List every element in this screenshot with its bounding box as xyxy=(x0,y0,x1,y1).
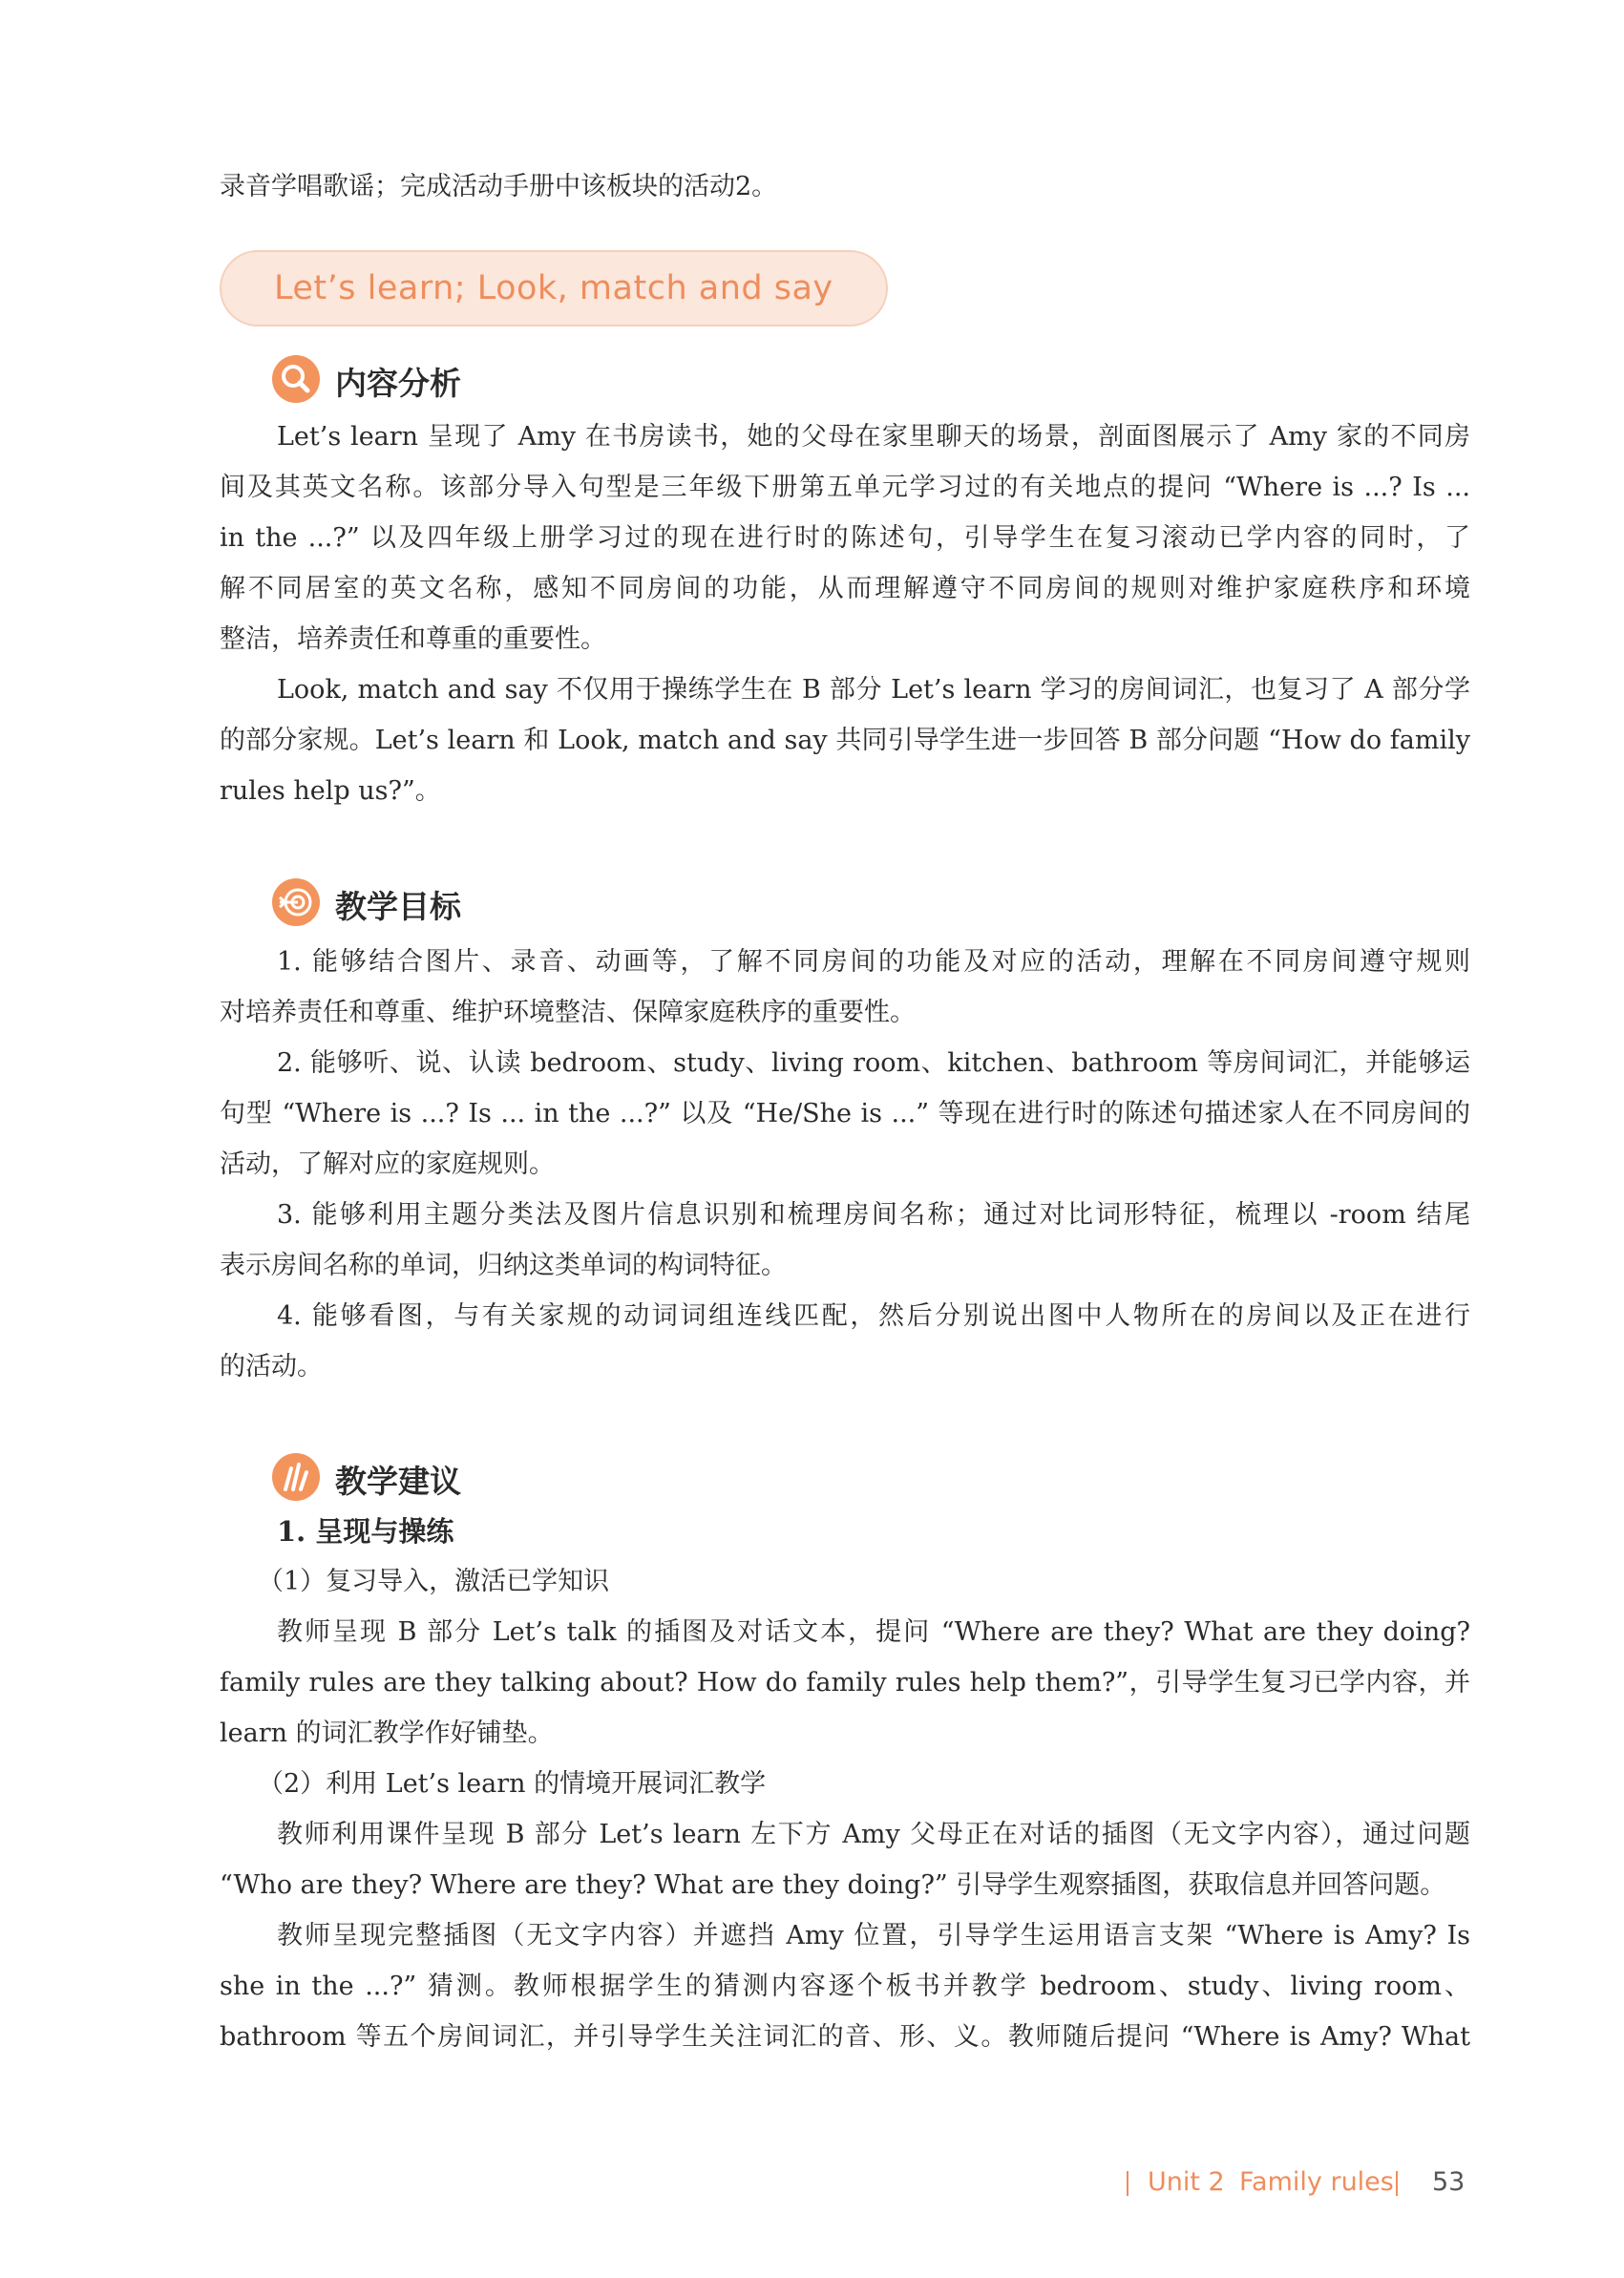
paragraph-line: in the ...?” 以及四年级上册学习过的现在进行时的陈述句，引导学生在复习滚动已学内容的同时，了 xyxy=(220,523,1470,553)
paragraph-line: 间及其英文名称。该部分导入句型是三年级下册第五单元学习过的有关地点的提问 “Where is ...? Is ... xyxy=(220,473,1470,502)
page-number: 53 xyxy=(1432,2167,1466,2197)
teaching-goals-title: 教学目标 xyxy=(335,888,461,925)
paragraph-line: she in the ...?” 猜测。教师根据学生的猜测内容逐个板书并教学 bedroom、study、living room、 xyxy=(220,1972,1470,2001)
section-heading-text: Let’s learn; Look, match and say xyxy=(274,269,833,307)
sub-subsection-heading: （2）利用 Let’s learn 的情境开展词汇教学 xyxy=(258,1769,767,1799)
paragraph-line: 教师呈现完整插图（无文字内容）并遮挡 Amy 位置，引导学生运用语言支架 “Where is Amy? Is xyxy=(277,1921,1470,1951)
paragraph-line: learn 的词汇教学作好铺垫。 xyxy=(220,1719,554,1748)
paragraph-line: 表示房间名称的单词，归纳这类单词的构词特征。 xyxy=(220,1251,787,1280)
magnifier-icon xyxy=(272,355,320,403)
subsection-heading: 1. 呈现与操练 xyxy=(277,1515,454,1548)
teaching-suggestions-title: 教学建议 xyxy=(335,1463,461,1500)
footer-unit: Unit 2 xyxy=(1148,2167,1225,2197)
section-heading-pill xyxy=(220,250,888,327)
paragraph-line: rules help us?”。 xyxy=(220,776,441,806)
paragraph-line: 解不同居室的英文名称，感知不同房间的功能，从而理解遵守不同房间的规则对维护家庭秩序和环境 xyxy=(220,574,1470,603)
target-icon xyxy=(272,878,320,926)
paragraph-line: 的部分家规。Let’s learn 和 Look, match and say 共同引导学生进一步回答 B 部分问题 “How do family xyxy=(220,726,1470,755)
paragraph-line: Let’s learn 呈现了 Amy 在书房读书，她的父母在家里聊天的场景，剖面图展示了 Amy 家的不同房 xyxy=(277,422,1470,452)
paragraph-line: 对培养责任和尊重、维护环境整洁、保障家庭秩序的重要性。 xyxy=(220,998,916,1027)
intro-line: 录音学唱歌谣；完成活动手册中该板块的活动2。 xyxy=(220,172,778,201)
paragraph-line: bathroom 等五个房间词汇，并引导学生关注词汇的音、形、义。教师随后提问 “Where is Amy? What xyxy=(220,2022,1470,2052)
paragraph-line: family rules are they talking about? How do family rules help them?”，引导学生复习已学内容，并 xyxy=(220,1668,1470,1698)
paragraph-line: 教师利用课件呈现 B 部分 Let’s learn 左下方 Amy 父母正在对话的插图（无文字内容），通过问题 xyxy=(277,1820,1470,1849)
paragraph-line: 教师呈现 B 部分 Let’s talk 的插图及对话文本，提问 “Where are they? What are they doing? xyxy=(277,1617,1470,1647)
paragraph-line: 3. 能够利用主题分类法及图片信息识别和梳理房间名称；通过对比词形特征，梳理以 -room 结尾 xyxy=(277,1200,1470,1230)
footer-divider xyxy=(1127,2171,1128,2196)
paragraph-line: “Who are they? Where are they? What are they doing?” 引导学生观察插图，获取信息并回答问题。 xyxy=(220,1870,1446,1900)
sub-subsection-heading: （1）复习导入，激活已学知识 xyxy=(258,1567,610,1596)
paragraph-line: 活动，了解对应的家庭规则。 xyxy=(220,1150,555,1179)
hand-icon xyxy=(272,1453,320,1501)
paragraph-line: 2. 能够听、说、认读 bedroom、study、living room、kitchen、bathroom 等房间词汇，并能够运 xyxy=(277,1048,1470,1078)
footer-divider xyxy=(1396,2171,1398,2196)
footer-title: Family rules xyxy=(1239,2167,1394,2197)
paragraph-line: Look, match and say 不仅用于操练学生在 B 部分 Let’s learn 学习的房间词汇，也复习了 A 部分学 xyxy=(277,675,1470,705)
paragraph-line: 整洁，培养责任和尊重的重要性。 xyxy=(220,624,606,654)
paragraph-line: 句型 “Where is ...? Is ... in the ...?” 以及 “He/She is ...” 等现在进行时的陈述句描述家人在不同房间的 xyxy=(220,1099,1470,1128)
paragraph-line: 4. 能够看图，与有关家规的动词词组连线匹配，然后分别说出图中人物所在的房间以及正在进行 xyxy=(277,1301,1470,1331)
paragraph-line: 1. 能够结合图片、录音、动画等，了解不同房间的功能及对应的活动，理解在不同房间遵守规则 xyxy=(277,947,1470,977)
content-analysis-title: 内容分析 xyxy=(335,365,461,402)
page-footer xyxy=(1127,2165,1470,2204)
paragraph-line: 的活动。 xyxy=(220,1352,323,1382)
